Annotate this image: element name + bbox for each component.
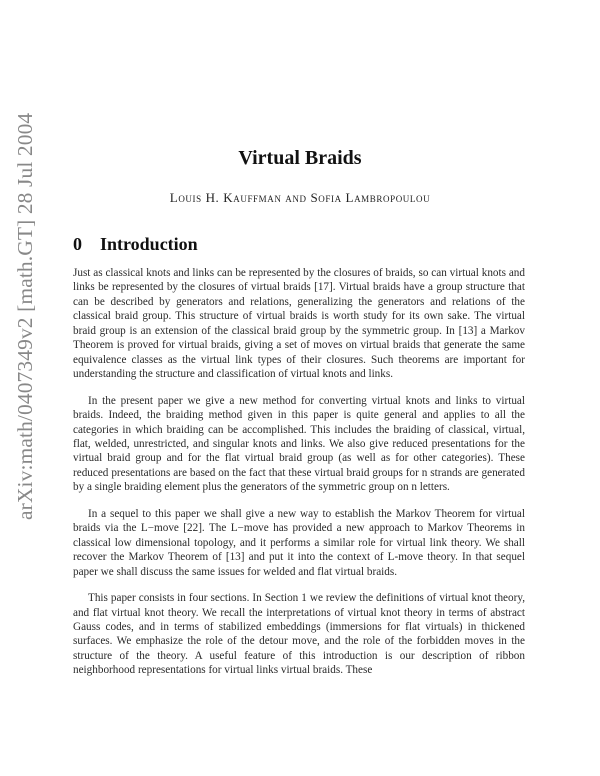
paper-authors: Louis H. Kauffman and Sofia Lambropoulou xyxy=(169,190,431,205)
section-title: Introduction xyxy=(100,234,198,254)
paper-title: Virtual Braids xyxy=(238,147,362,169)
paragraph-3: In a sequel to this paper we shall give a new way to establish the Markov Theorem for virtual braids via the L−move [22]. The L−move has provided a new approach to Markov Theorems in classical low dimensional topology, and it performs a similar role for virtual link theory. We shall recover the Markov Theorem of [13] and put it into the context of L-move theory. In that sequel paper we shall discuss the same issues for welded and flat virtual braids. xyxy=(73,507,525,578)
body-text xyxy=(73,266,525,690)
paragraph-1: Just as classical knots and links can be represented by the closures of braids, so can virtual knots and links be represented by the closures of virtual braids [17]. Virtual braids have a group structure that can be described by generators and relations, generalizing the generators and relations of the classical braid group. This structure of virtual braids is worth study for its own sake. The virtual braid group is an extension of the classical braid group by the symmetric group. In [13] a Markov Theorem is proved for virtual braids, giving a set of moves on virtual braids that generate the same equivalence classes as the virtual link types of their closures. Such theorems are important for understanding the structure and classification of virtual knots and links. xyxy=(73,267,525,381)
arxiv-identifier: arXiv:math/0407349v2 [math.GT] 28 Jul 2004 xyxy=(13,112,37,520)
paragraph-4: This paper consists in four sections. In Section 1 we review the definitions of virtual knot theory, and flat virtual knot theory. We recall the interpretations of virtual knot theory in terms of abstract Gauss codes, and in terms of stabilized embeddings (immersions for flat virtuals) in thickened surfaces. We emphasize the role of the detour move, and the role of the forbidden moves in the structure of the theory. A useful feature of this introduction is our description of ribbon neighborhood representations for virtual links virtual braids. These xyxy=(73,592,525,677)
paragraph-2: In the present paper we give a new method for converting virtual knots and links to virtual braids. Indeed, the braiding method given in this paper is quite general and applies to all the categories in which braiding can be accomplished. This includes the braiding of classical, virtual, flat, welded, unrestricted, and singular knots and links. We also give reduced presentations for the virtual braid group and for the flat virtual braid group (as well as for other categories). These reduced presentations are based on the fact that these virtual braid groups for n strands are generated by a single braiding element plus the generators of the symmetric group on n letters. xyxy=(73,394,525,494)
section-heading xyxy=(73,234,198,255)
section-number: 0 xyxy=(73,234,82,254)
